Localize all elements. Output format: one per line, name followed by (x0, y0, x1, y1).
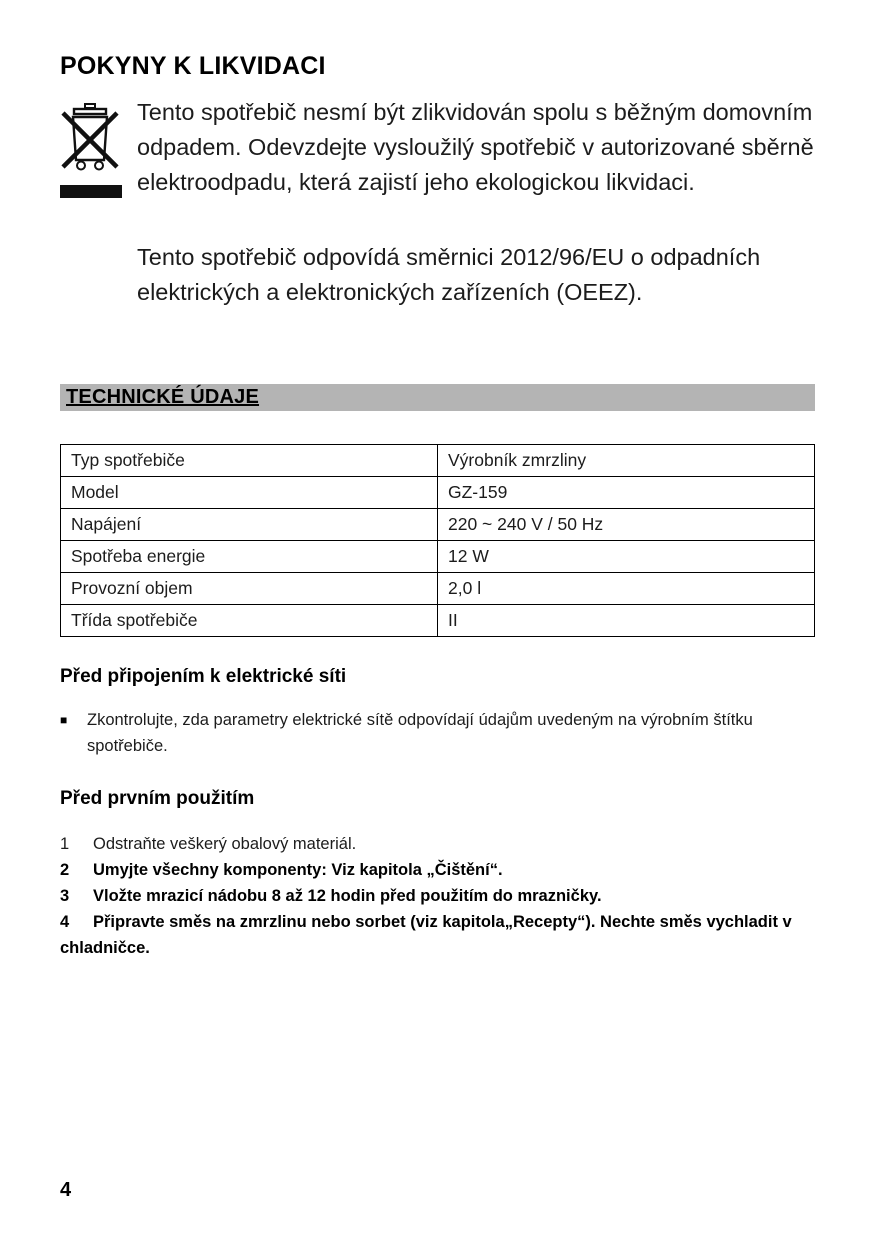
numbered-list (60, 831, 820, 961)
crossed-out-bin-icon (60, 101, 120, 175)
disposal-section-title: POKYNY K LIKVIDACI (60, 52, 326, 80)
square-bullet-icon: ■ (60, 713, 68, 727)
weee-symbol (60, 95, 137, 200)
list-item-text: Odstraňte veškerý obalový materiál. (93, 835, 357, 853)
technical-data-header-bar (60, 384, 815, 411)
table-cell-value: II (438, 605, 815, 637)
table-cell-value: Výrobník zmrzliny (438, 445, 815, 477)
table-cell-value: 220 ~ 240 V / 50 Hz (438, 509, 815, 541)
table-row (61, 573, 815, 605)
list-item (60, 857, 820, 883)
table-cell-label: Provozní objem (61, 573, 438, 605)
disposal-paragraph-1: Tento spotřebič nesmí být zlikvidován spolu s běžným domovním odpadem. Odevzdejte vysloužilý spotřebič v autorizované sběrně elektroodpadu, která zajistí jeho ekologickou likvidaci. (137, 99, 814, 195)
table-row (61, 445, 815, 477)
list-item-text: Vložte mrazicí nádobu 8 až 12 hodin před použitím do mrazničky. (93, 887, 602, 905)
table-row (61, 605, 815, 637)
table-row (61, 509, 815, 541)
table-cell-label: Typ spotřebiče (61, 445, 438, 477)
table-cell-value: 2,0 l (438, 573, 815, 605)
technical-data-title: TECHNICKÉ ÚDAJE (66, 386, 260, 408)
page-number: 4 (60, 1179, 72, 1201)
bullet-item-text: Zkontrolujte, zda parametry elektrické sítě odpovídají údajům uvedeným na výrobním štítku spotřebiče. (87, 711, 753, 755)
before-first-use-title: Před prvním použitím (60, 788, 255, 809)
before-connection-title: Před připojením k elektrické síti (60, 666, 347, 687)
list-item (60, 909, 820, 961)
list-item-number: 4 (60, 913, 70, 931)
table-row (61, 541, 815, 573)
table-cell-label: Model (61, 477, 438, 509)
disposal-paragraph-row (60, 95, 815, 200)
table-cell-value: GZ-159 (438, 477, 815, 509)
list-item-text: Umyjte všechny komponenty: Viz kapitola „Čištění“. (93, 861, 503, 879)
list-item-number: 3 (60, 887, 70, 905)
list-item-number: 1 (60, 835, 70, 853)
table-row (61, 477, 815, 509)
table-cell-label: Napájení (61, 509, 438, 541)
weee-black-bar (60, 185, 122, 198)
list-item-number: 2 (60, 861, 70, 879)
bullet-list-item (60, 707, 760, 759)
list-item (60, 883, 820, 909)
disposal-paragraph-2: Tento spotřebič odpovídá směrnici 2012/96/EU o odpadních elektrických a elektronických zařízeních (OEEZ). (137, 244, 761, 305)
technical-data-table (60, 444, 815, 637)
list-item-text: Připravte směs na zmrzlinu nebo sorbet (viz kapitola„Recepty“). Nechte směs vychladit v chladničce. (60, 913, 792, 957)
table-cell-label: Spotřeba energie (61, 541, 438, 573)
list-item (60, 831, 820, 857)
table-cell-label: Třída spotřebiče (61, 605, 438, 637)
table-cell-value: 12 W (438, 541, 815, 573)
